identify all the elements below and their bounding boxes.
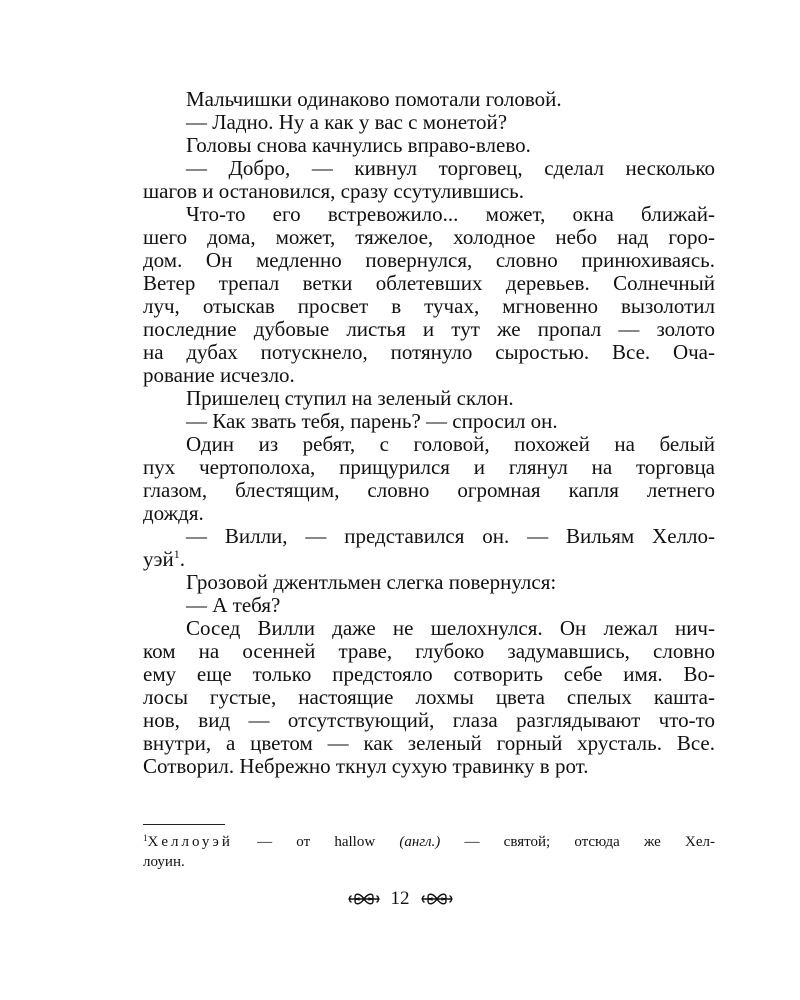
text-line: Один из ребят, с головой, похожей на белый	[186, 432, 715, 456]
text-line: последние дубовые листья и тут же пропал — золото	[143, 317, 715, 341]
fleuron-ornament-icon	[347, 890, 381, 908]
text-line: глазом, блестящим, словно огромная капля летнего	[143, 478, 715, 502]
text-line: дом. Он медленно повернулся, словно принюхиваясь.	[143, 248, 715, 272]
text-line: рование исчезло.	[143, 363, 295, 387]
text-line: дождя.	[143, 501, 204, 525]
footnote-text: — от hallow	[232, 834, 400, 850]
footnote-line: лоуин.	[143, 854, 185, 870]
page-number: 12	[390, 888, 410, 909]
text-line: — А тебя?	[186, 593, 281, 617]
footnote-divider	[143, 824, 225, 825]
text-line: — Вилли, — представился он. — Вильям Хелло-	[186, 524, 715, 548]
text-line: лосы густые, настоящие лохмы цвета спелых кашта-	[143, 685, 715, 709]
text-line: Головы снова качнулись вправо-влево.	[186, 133, 531, 157]
text-line: пух чертополоха, прищурился и глянул на торговца	[143, 455, 715, 479]
footnote-term: Хеллоуэй	[147, 834, 233, 850]
text-line: луч, отыскав просвет в тучах, мгновенно вызолотил	[143, 294, 715, 318]
text-line: ему еще только предстояло сотворить себе имя. Во-	[143, 662, 715, 686]
text-line: внутри, а цветом — как зеленый горный хрусталь. Все.	[143, 731, 715, 755]
text-line: шагов и остановился, сразу ссутулившись.	[143, 179, 524, 203]
text-line: ком на осенней траве, глубоко задумавшись, словно	[143, 639, 715, 663]
text-fragment: уэй	[143, 547, 174, 571]
fleuron-ornament-icon	[420, 890, 454, 908]
text-line: шего дома, может, тяжелое, холодное небо над горо-	[143, 225, 715, 249]
text-line: — Ладно. Ну а как у вас с монетой?	[186, 110, 508, 134]
text-line: Пришелец ступил на зеленый склон.	[186, 386, 514, 410]
footnote-number: 1	[143, 833, 148, 843]
footnote-text: — святой; отсюда же Хел-	[440, 834, 715, 850]
text-line: Что-то его встревожило... может, окна ближай-	[186, 202, 715, 226]
text-line: — Добро, — кивнул торговец, сделал несколько	[186, 156, 715, 180]
text-line: — Как звать тебя, парень? — спросил он.	[186, 409, 558, 433]
page-footer	[0, 886, 800, 912]
text-line: Ветер трепал ветки облетевших деревьев. Солнечный	[143, 271, 715, 295]
text-line: нов, вид — отсутствующий, глаза разглядывают что-то	[143, 708, 715, 732]
text-line: Мальчишки одинаково помотали головой.	[186, 87, 562, 111]
text-line: Сосед Вилли даже не шелохнулся. Он лежал нич-	[186, 616, 715, 640]
footnote	[143, 832, 715, 872]
footnote-language: (англ.)	[399, 834, 441, 850]
footnote-reference[interactable]: 1	[173, 547, 180, 561]
text-line: Сотворил. Небрежно ткнул сухую травинку в рот.	[143, 754, 589, 778]
text-line: на дубах потускнело, потянуло сыростью. Все. Оча-	[143, 340, 715, 364]
footnote-line	[143, 832, 715, 852]
text-line-with-footnote-ref	[143, 548, 715, 571]
text-line: Грозовой джентльмен слегка повернулся:	[186, 570, 557, 594]
body-text	[143, 88, 715, 778]
text-fragment: .	[179, 547, 186, 571]
